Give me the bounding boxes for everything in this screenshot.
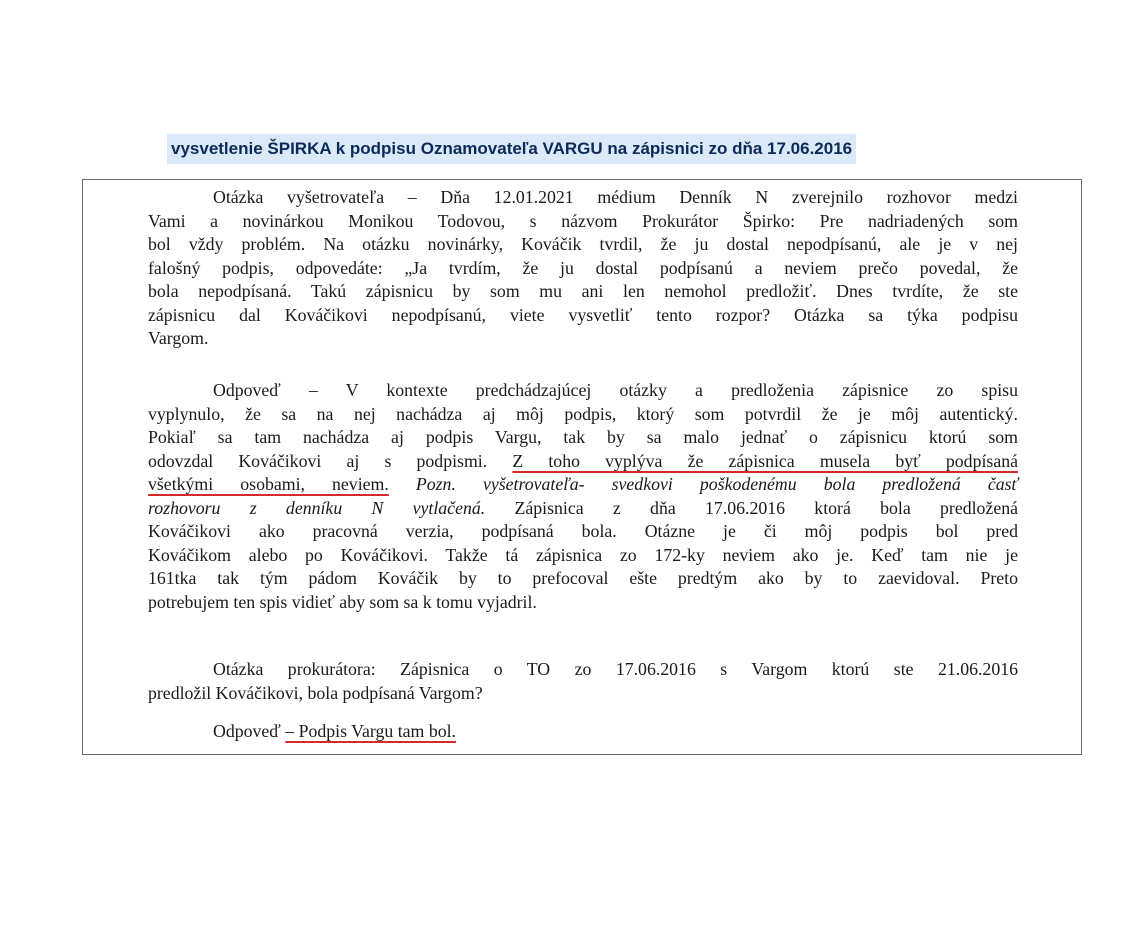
text-line: Zápisnica z dňa 17.06.2016 ktorá bola predložená	[485, 497, 1018, 518]
text-line: zápisnicu dal Kováčikovi nepodpísanú, viete vysvetliť tento rozpor? Otázka sa týka podpisu	[148, 304, 1018, 325]
text-line: odovzdal Kováčikovi aj s podpismi.	[148, 450, 513, 471]
document-caption: vysvetlenie ŠPIRKA k podpisu Oznamovateľa VARGU na zápisnici zo dňa 17.06.2016	[167, 134, 856, 164]
investigator-note: rozhovoru z denníku N vytlačená.	[148, 497, 486, 518]
underlined-statement: – Podpis Vargu tam bol.	[285, 721, 456, 741]
text-line: Pokiaľ sa tam nachádza aj podpis Vargu, tak by sa malo jednať o zápisnicu ktorú som	[148, 427, 1018, 447]
paragraph-answer-1	[148, 379, 1018, 614]
text-line: Kováčikovi ako pracovná verzia, podpísaná bola. Otázne je či môj podpis bol pred	[148, 521, 1018, 541]
text-line: Otázka vyšetrovateľa – Dňa 12.01.2021 médium Denník N zverejnilo rozhovor medzi	[213, 187, 1018, 207]
text-line: Kováčikom alebo po Kováčikovi. Takže tá zápisnica zo 172-ky neviem ako je. Keď tam nie je	[148, 544, 1018, 565]
text-line: 161tka tak tým pádom Kováčik by to prefocoval ešte predtým ako by to zaevidoval. Preto	[148, 568, 1018, 588]
text-line: Vami a novinárkou Monikou Todovou, s názvom Prokurátor Špirko: Pre nadriadených som	[148, 210, 1018, 231]
paragraph-prosecutor-question	[148, 658, 1018, 705]
underlined-statement: všetkými osobami, neviem.	[148, 474, 389, 494]
text-line: Vargom.	[148, 328, 209, 348]
text-line: Otázka prokurátora: Zápisnica o TO zo 17.06.2016 s Vargom ktorú ste 21.06.2016	[213, 659, 1018, 679]
investigator-note: Pozn. vyšetrovateľa- svedkovi poškodenému bola predložená časť	[388, 474, 1018, 494]
document-excerpt	[82, 179, 1082, 755]
text-line: bol vždy problém. Na otázku novinárky, Kováčik tvrdil, že ju dostal nepodpísanú, ale je v nej	[148, 234, 1018, 254]
text-line: potrebujem ten spis vidieť aby som sa k tomu vyjadril.	[148, 591, 537, 612]
paragraph-answer-2	[148, 720, 1018, 744]
text-line: vyplynulo, že sa na nej nachádza aj môj podpis, ktorý som potvrdil že je môj autentický.	[148, 403, 1018, 424]
text-line: bola nepodpísaná. Takú zápisnicu by som mu ani len nemohol predložiť. Dnes tvrdíte, že ste	[148, 281, 1018, 301]
underlined-statement: Z toho vyplýva že zápisnica musela byť podpísaná	[512, 450, 1018, 471]
text-line: predložil Kováčikovi, bola podpísaná Vargom?	[148, 682, 483, 703]
text-line: falošný podpis, odpovedáte: „Ja tvrdím, že ju dostal podpísanú a neviem prečo povedal, že	[148, 257, 1018, 278]
text-line: Odpoveď	[213, 721, 286, 741]
text-line: Odpoveď – V kontexte predchádzajúcej otázky a predloženia zápisnice zo spisu	[213, 380, 1018, 400]
paragraph-investigator-question	[148, 186, 1018, 351]
